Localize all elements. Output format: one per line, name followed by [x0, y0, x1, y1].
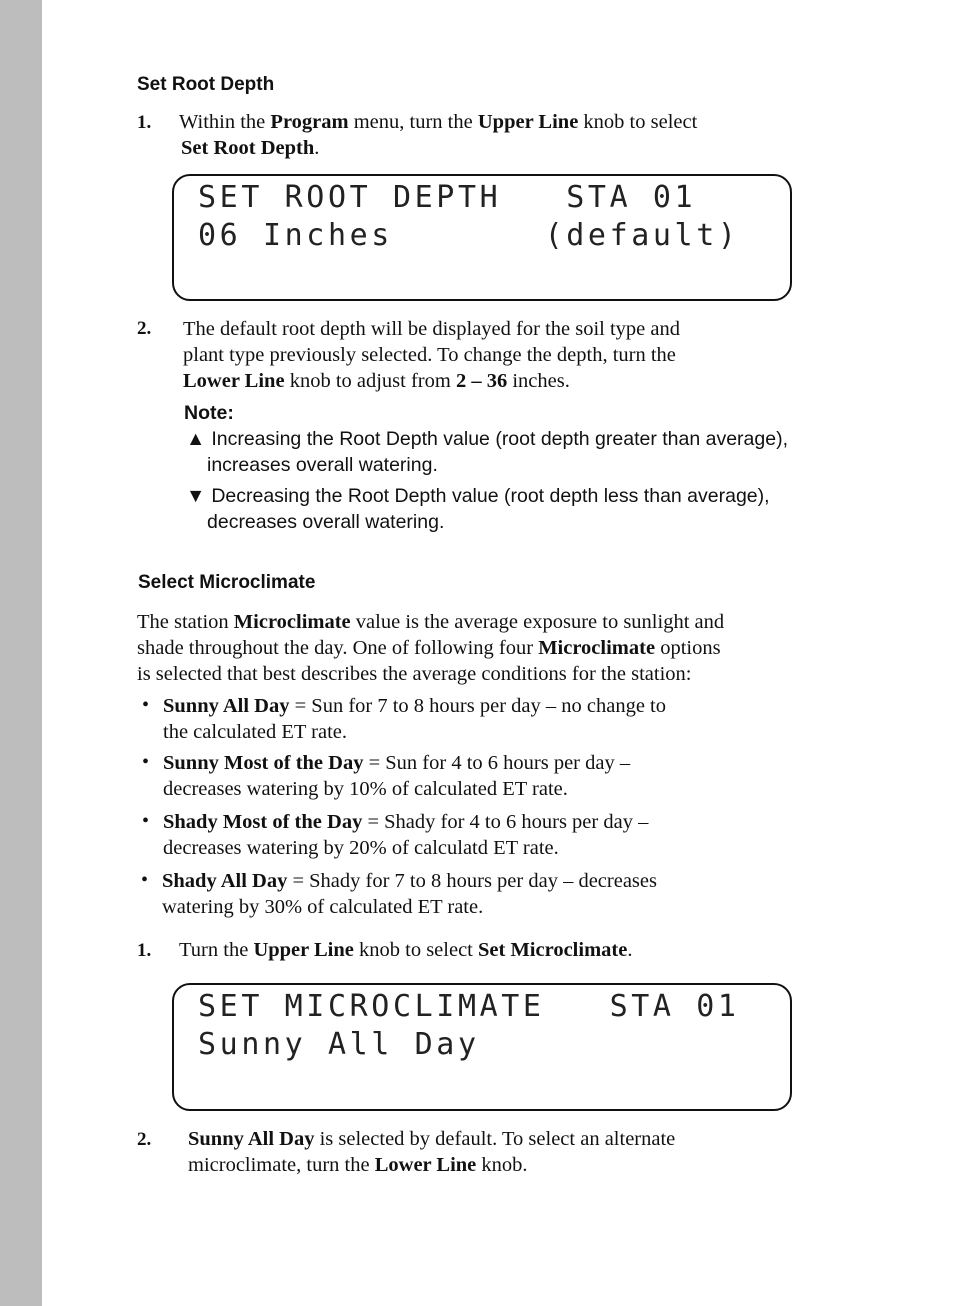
- step-number: 2.: [137, 318, 152, 339]
- lcd-display-root-depth: [172, 174, 792, 301]
- list-item: Sunny All Day = Sun for 7 to 8 hours per day – no change to the calculated ET rate.: [163, 695, 666, 743]
- section-heading-microclimate: Select Microclimate: [138, 572, 316, 593]
- step-number: 2.: [137, 1129, 152, 1150]
- step-number: 1.: [137, 112, 152, 133]
- bullet-mark: •: [142, 751, 150, 773]
- microclimate-intro: The station Microclimate value is the average exposure to sunlight and shade throughout the day. One of following four Microclimate options is selected that best describes the average conditions for the station:: [137, 611, 725, 685]
- lcd-line-1: SET MICROCLIMATE STA 01: [198, 989, 740, 1024]
- step-text: Turn the Upper Line knob to select Set Microclimate.: [179, 939, 633, 961]
- note-decrease: ▼ Decreasing the Root Depth value (root depth less than average), decreases overall watering.: [186, 485, 770, 533]
- lcd-line-2: 06 Inches (default): [198, 218, 740, 253]
- list-item: Shady Most of the Day = Shady for 4 to 6 hours per day – decreases watering by 20% of calculatd ET rate.: [163, 811, 649, 859]
- lcd-line-1: SET ROOT DEPTH STA 01: [198, 180, 697, 215]
- page-margin-bar: [0, 0, 42, 1306]
- step-number: 1.: [137, 940, 152, 961]
- step-text: Within the Program menu, turn the Upper Line knob to select Set Root Depth.: [179, 111, 698, 159]
- step-text: Sunny All Day is selected by default. To select an alternate microclimate, turn the Lower Line knob.: [188, 1128, 676, 1176]
- bullet-mark: •: [141, 869, 149, 891]
- list-item: Sunny Most of the Day = Sun for 4 to 6 hours per day – decreases watering by 10% of calculated ET rate.: [163, 752, 631, 800]
- up-triangle-icon: ▲: [186, 428, 206, 450]
- down-triangle-icon: ▼: [186, 485, 206, 507]
- list-item: Shady All Day = Shady for 7 to 8 hours per day – decreases watering by 30% of calculated ET rate.: [162, 870, 657, 918]
- lcd-line-2: Sunny All Day: [198, 1027, 480, 1062]
- note-increase: ▲ Increasing the Root Depth value (root depth greater than average), increases overall watering.: [186, 428, 789, 476]
- bullet-mark: •: [142, 810, 150, 832]
- step-text: The default root depth will be displayed for the soil type and plant type previously selected. To change the depth, turn the Lower Line knob to adjust from 2 – 36 inches.: [183, 318, 680, 392]
- note-label: Note:: [184, 402, 234, 424]
- lcd-display-microclimate: [172, 983, 792, 1111]
- bullet-mark: •: [142, 694, 150, 716]
- section-heading-root-depth: Set Root Depth: [137, 74, 275, 95]
